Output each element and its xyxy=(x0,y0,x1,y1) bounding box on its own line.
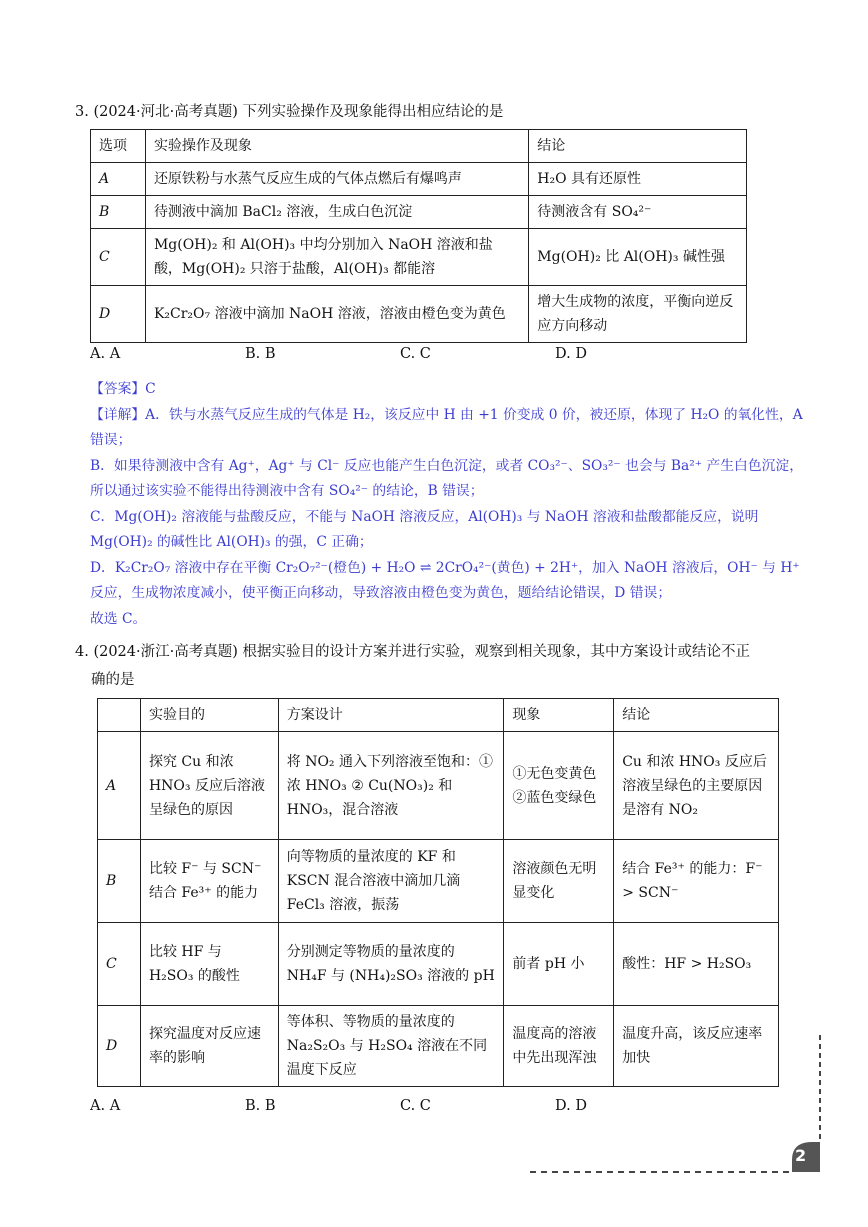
q4-option-c[interactable]: C. C xyxy=(400,1098,431,1114)
q4-stem-line1: 4. (2024·浙江·高考真题) 根据实验目的设计方案并进行实验，观察到相关现象，其中方案设计或结论不正 xyxy=(75,644,750,660)
q4-row-con: 温度升高，该反应速率加快 xyxy=(614,1006,779,1087)
q3-options xyxy=(90,346,710,362)
q4-row-aim: 探究 Cu 和浓 HNO₃ 反应后溶液呈绿色的原因 xyxy=(140,732,278,840)
q4-row-con: Cu 和浓 HNO₃ 反应后溶液呈绿色的主要原因是溶有 NO₂ xyxy=(614,732,779,840)
q4-header-design: 方案设计 xyxy=(278,699,504,732)
q3-option-a[interactable]: A. A xyxy=(90,346,121,362)
q3-option-d[interactable]: D. D xyxy=(555,346,587,362)
table-row xyxy=(91,163,747,196)
q4-option-b[interactable]: B. B xyxy=(245,1098,276,1114)
explain-conclusion: 故选 C。 xyxy=(90,610,147,627)
q3-explanation xyxy=(90,377,810,632)
q3-option-b[interactable]: B. B xyxy=(245,346,276,362)
q4-row-phen: ①无色变黄色 ②蓝色变绿色 xyxy=(504,732,614,840)
page-number: 2 xyxy=(795,1146,807,1165)
q3-header-con: 结论 xyxy=(529,130,747,163)
explain-b: B．如果待测液中含有 Ag⁺，Ag⁺ 与 Cl⁻ 反应也能产生白色沉淀，或者 CO₃²⁻、SO₃²⁻ 也会与 Ba²⁺ 产生白色沉淀，所以通过该实验不能得出待测液中含有 SO₄²⁻ 的结论，B 错误； xyxy=(90,457,804,499)
table-row xyxy=(91,196,747,229)
explain-c: C．Mg(OH)₂ 溶液能与盐酸反应，不能与 NaOH 溶液反应，Al(OH)₃ 与 NaOH 溶液和盐酸都能反应，说明 Mg(OH)₂ 的碱性比 Al(OH)₃ 的强，C 正确； xyxy=(90,508,759,550)
q3-row-op: 还原铁粉与水蒸气反应生成的气体点燃后有爆鸣声 xyxy=(145,163,528,196)
q4-row-phen: 溶液颜色无明显变化 xyxy=(504,840,614,923)
q4-header-blank xyxy=(98,699,141,732)
q4-header-con: 结论 xyxy=(614,699,779,732)
q3-row-opt: D xyxy=(91,286,146,343)
q4-row-design: 将 NO₂ 通入下列溶液至饱和：①浓 HNO₃ ② Cu(NO₃)₂ 和 HNO₃，混合溶液 xyxy=(278,732,504,840)
q3-row-con: 待测液含有 SO₄²⁻ xyxy=(529,196,747,229)
q4-row-con: 酸性：HF > H₂SO₃ xyxy=(614,923,779,1006)
q4-row-con: 结合 Fe³⁺ 的能力：F⁻ > SCN⁻ xyxy=(614,840,779,923)
table-row xyxy=(91,286,747,343)
q4-row-opt: D xyxy=(98,1006,141,1087)
answer-line: 【答案】C xyxy=(90,381,156,397)
q3-header-opt: 选项 xyxy=(91,130,146,163)
q4-row-design: 分别测定等物质的量浓度的 NH₄F 与 (NH₄)₂SO₃ 溶液的 pH xyxy=(278,923,504,1006)
q4-row-phen: 温度高的溶液中先出现浑浊 xyxy=(504,1006,614,1087)
q3-stem: 3. (2024·河北·高考真题) 下列实验操作及现象能得出相应结论的是 xyxy=(75,104,504,120)
page-corner-decoration xyxy=(520,1030,840,1180)
q4-row-opt: B xyxy=(98,840,141,923)
table-row xyxy=(91,229,747,286)
q3-row-opt: C xyxy=(91,229,146,286)
q4-header-aim: 实验目的 xyxy=(140,699,278,732)
q4-header-phen: 现象 xyxy=(504,699,614,732)
q3-row-opt: B xyxy=(91,196,146,229)
q4-row-opt: C xyxy=(98,923,141,1006)
q3-row-con: Mg(OH)₂ 比 Al(OH)₃ 碱性强 xyxy=(529,229,747,286)
q4-row-aim: 比较 F⁻ 与 SCN⁻ 结合 Fe³⁺ 的能力 xyxy=(140,840,278,923)
q3-row-con: H₂O 具有还原性 xyxy=(529,163,747,196)
q4-row-design: 向等物质的量浓度的 KF 和 KSCN 混合溶液中滴加几滴 FeCl₃ 溶液，振荡 xyxy=(278,840,504,923)
q3-row-opt: A xyxy=(91,163,146,196)
q3-row-op: 待测液中滴加 BaCl₂ 溶液，生成白色沉淀 xyxy=(145,196,528,229)
q3-row-op: K₂Cr₂O₇ 溶液中滴加 NaOH 溶液，溶液由橙色变为黄色 xyxy=(145,286,528,343)
q4-option-d[interactable]: D. D xyxy=(555,1098,587,1114)
q4-option-a[interactable]: A. A xyxy=(90,1098,121,1114)
q3-row-op: Mg(OH)₂ 和 Al(OH)₃ 中均分别加入 NaOH 溶液和盐酸，Mg(OH)₂ 只溶于盐酸，Al(OH)₃ 都能溶 xyxy=(145,229,528,286)
explain-a: 【详解】A．铁与水蒸气反应生成的气体是 H₂，该反应中 H 由 +1 价变成 0 价，被还原，体现了 H₂O 的氧化性，A 错误； xyxy=(90,406,803,448)
q4-stem-line2: 确的是 xyxy=(91,672,135,688)
explain-d: D．K₂Cr₂O₇ 溶液中存在平衡 Cr₂O₇²⁻(橙色) + H₂O ⇌ 2CrO₄²⁻(黄色) + 2H⁺，加入 NaOH 溶液后，OH⁻ 与 H⁺ 反应，生成物浓度减小，使平衡正向移动，导致溶液由橙色变为黄色，题给结论错误，D 错误； xyxy=(90,559,800,601)
q4-row-opt: A xyxy=(98,732,141,840)
q3-option-c[interactable]: C. C xyxy=(400,346,431,362)
q3-header-op: 实验操作及现象 xyxy=(145,130,528,163)
q4-row-design: 等体积、等物质的量浓度的 Na₂S₂O₃ 与 H₂SO₄ 溶液在不同温度下反应 xyxy=(278,1006,504,1087)
q3-row-con: 增大生成物的浓度，平衡向逆反应方向移动 xyxy=(529,286,747,343)
q4-row-phen: 前者 pH 小 xyxy=(504,923,614,1006)
q3-table xyxy=(90,129,747,343)
table-row xyxy=(98,840,779,923)
table-row xyxy=(98,732,779,840)
q4-table xyxy=(97,698,779,1087)
q4-row-aim: 比较 HF 与 H₂SO₃ 的酸性 xyxy=(140,923,278,1006)
table-row xyxy=(98,923,779,1006)
q4-row-aim: 探究温度对反应速率的影响 xyxy=(140,1006,278,1087)
